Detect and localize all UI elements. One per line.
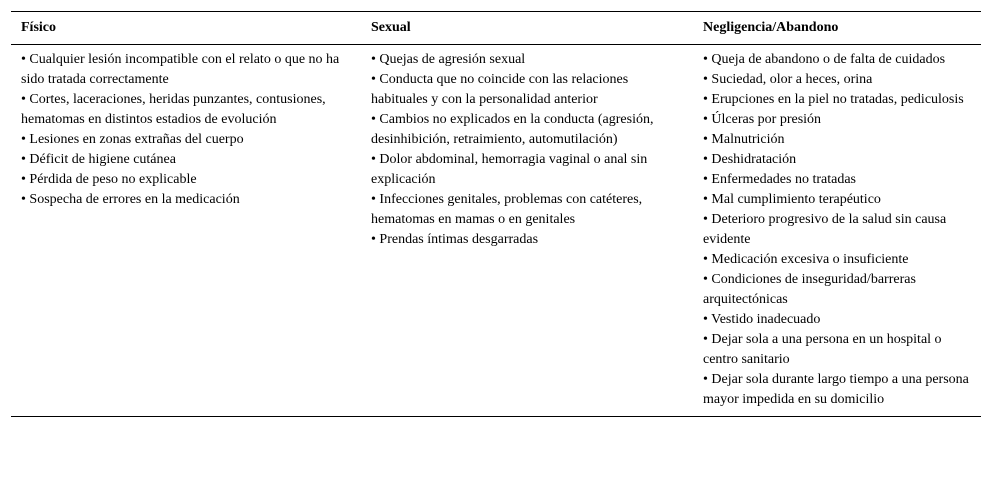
list-item: • Úlceras por presión	[703, 112, 822, 127]
list-item: • Deshidratación	[703, 152, 797, 167]
list-item: • Dejar sola durante largo tiempo a una persona mayor impedida en su domicilio	[703, 372, 969, 407]
list-item: • Deterioro progresivo de la salud sin causa evidente	[703, 212, 947, 247]
list-item: • Vestido inadecuado	[703, 312, 821, 327]
column-negligencia	[693, 45, 981, 417]
list-item: • Suciedad, olor a heces, orina	[703, 72, 873, 87]
column-fisico	[11, 45, 361, 417]
list-item: • Infecciones genitales, problemas con catéteres, hematomas en mamas o en genitales	[371, 192, 643, 227]
list-item: • Quejas de agresión sexual	[371, 52, 526, 67]
list-item: • Condiciones de inseguridad/barreras arquitectónicas	[703, 272, 916, 307]
table-header	[11, 12, 981, 45]
header-row	[11, 12, 981, 45]
list-item: • Prendas íntimas desgarradas	[371, 232, 539, 247]
list-item: • Enfermedades no tratadas	[703, 172, 857, 187]
abuse-indicators-table	[11, 11, 981, 417]
list-item: • Dejar sola a una persona en un hospital o centro sanitario	[703, 332, 942, 367]
list-item: • Medicación excesiva o insuficiente	[703, 252, 909, 267]
list-item: • Sospecha de errores en la medicación	[21, 192, 240, 207]
list-item: • Cualquier lesión incompatible con el relato o que no ha sido tratada correctamente	[21, 52, 340, 87]
list-item: • Pérdida de peso no explicable	[21, 172, 197, 187]
header-sexual: Sexual	[361, 12, 693, 45]
list-item: • Dolor abdominal, hemorragia vaginal o anal sin explicación	[371, 152, 648, 187]
list-item: • Déficit de higiene cutánea	[21, 152, 176, 167]
list-item: • Mal cumplimiento terapéutico	[703, 192, 881, 207]
header-negligencia: Negligencia/Abandono	[693, 12, 981, 45]
list-item: • Queja de abandono o de falta de cuidados	[703, 52, 946, 67]
table-row	[11, 45, 981, 417]
list-item: • Lesiones en zonas extrañas del cuerpo	[21, 132, 244, 147]
list-item: • Cambios no explicados en la conducta (agresión, desinhibición, retraimiento, automutilación)	[371, 112, 654, 147]
list-item: • Conducta que no coincide con las relaciones habituales y con la personalidad anterior	[371, 72, 629, 107]
header-fisico: Físico	[11, 12, 361, 45]
list-item: • Erupciones en la piel no tratadas, pediculosis	[703, 92, 964, 107]
list-item: • Cortes, laceraciones, heridas punzantes, contusiones, hematomas en distintos estadios de evolución	[21, 92, 326, 127]
list-item: • Malnutrición	[703, 132, 785, 147]
abuse-indicators-table-container	[11, 11, 981, 417]
column-sexual	[361, 45, 693, 417]
table-body	[11, 45, 981, 417]
